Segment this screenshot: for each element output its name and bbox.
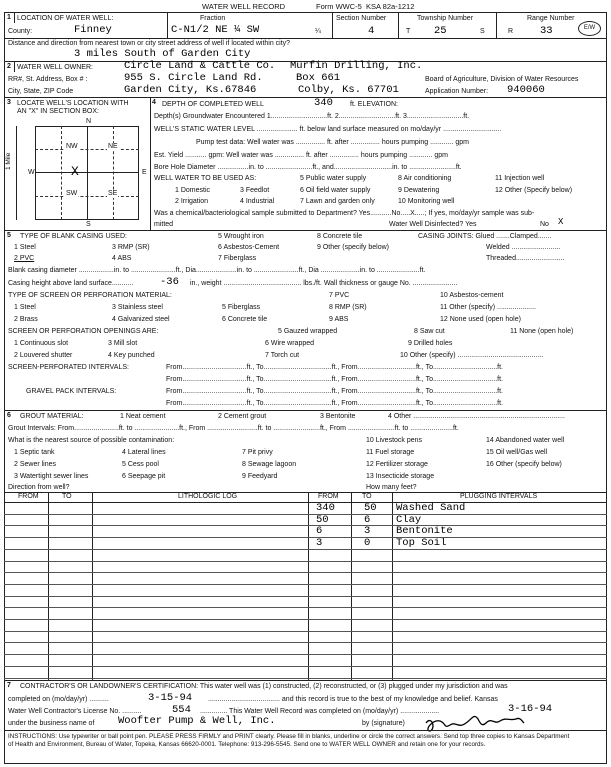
completed-label: completed on (mo/day/yr) ..........	[8, 696, 109, 703]
owner-label: WATER WELL OWNER:	[17, 64, 93, 71]
contam-8: 8 Sewage lagoon	[242, 461, 297, 468]
depth-value: 340	[314, 97, 333, 109]
log-row-line	[4, 619, 607, 620]
opening-7: 7 Torch cut	[265, 352, 300, 359]
sw-label: SW	[66, 190, 78, 197]
use-10: 10 Monitoring well	[398, 198, 455, 205]
log-row-line	[4, 537, 607, 538]
log-row-line	[4, 631, 607, 632]
plug-row-to: 50	[364, 502, 377, 514]
log-header-lithologic: LITHOLOGIC LOG	[178, 493, 238, 500]
county-value: Finney	[74, 24, 112, 36]
contam-15: 15 Oil well/Gas well	[486, 449, 548, 456]
static-line: WELL'S STATIC WATER LEVEL ..................... ft. below land surface measured on mo/day/yr ..............................	[154, 126, 502, 133]
casing-1: 1 Steel	[14, 244, 36, 251]
opening-3: 3 Mill slot	[108, 340, 138, 347]
contam-5: 5 Cess pool	[122, 461, 159, 468]
box-value: Box 661	[296, 72, 341, 84]
use-12: 12 Other (Specify below)	[495, 187, 573, 194]
use-5: 5 Public water supply	[300, 175, 367, 182]
use-4: 4 Industrial	[240, 198, 275, 205]
fraction-quarter: ¼	[315, 28, 321, 35]
log-header-from2: FROM	[318, 493, 339, 500]
range-label: Range Number	[527, 15, 575, 22]
screen-3: 3 Stainless steel	[112, 304, 163, 311]
bore-line: Bore Hole Diameter ................in. to ........................ft., and..............................in. to ........................ft.	[154, 164, 462, 171]
log-row-line	[4, 642, 607, 643]
driller-value: Murfin Drilling, Inc.	[290, 60, 423, 72]
direction-label: Direction from well?	[8, 484, 70, 491]
casing-8: 8 Concrete tile	[317, 233, 363, 240]
contam-14: 14 Abandoned water well	[486, 437, 565, 444]
use-11: 11 Injection well	[495, 175, 545, 182]
true-text: ..................................... and this record is true to the best of my knowledge and belief. Kansas	[208, 696, 498, 703]
casing-5: 5 Wrought iron	[218, 233, 264, 240]
disinfected-no-mark: X	[558, 217, 564, 227]
mile-label: 1 Mile	[5, 152, 12, 170]
township-label: Township Number	[417, 15, 474, 22]
township-t: T	[406, 28, 411, 35]
log-header-to2: TO	[362, 493, 372, 500]
screen-4: 4 Galvanized steel	[112, 316, 170, 323]
form-title: WATER WELL RECORD	[202, 2, 286, 11]
howmany-label: How many feet?	[366, 484, 417, 491]
use-3: 3 Feedlot	[240, 187, 270, 194]
license-value: 554	[172, 704, 191, 716]
screen-interval-2: From.................................ft., To...................................ft., From..............................ft., To.................................ft.	[166, 376, 503, 383]
address-value: 955 S. Circle Land Rd.	[124, 72, 263, 84]
application-label: Application Number:	[425, 88, 489, 95]
section-number-value: 4	[368, 25, 375, 37]
screen-5: 5 Fiberglass	[222, 304, 261, 311]
blank-diameter-line: Blank casing diameter ..................in. to .......................ft., Dia.....................in. to .......................ft., Dia ....................in. to ......................ft.	[8, 267, 426, 274]
casing-6: 6 Asbestos-Cement	[218, 244, 280, 251]
plug-row-description: Washed Sand	[396, 502, 466, 514]
plug-row-to: 3	[364, 525, 371, 538]
log-row-line	[4, 549, 607, 550]
casing-4: 4 ABS	[112, 255, 132, 262]
use-2: 2 Irrigation	[175, 198, 209, 205]
screen-interval-1: From.................................ft., To...................................ft., From..............................ft., To.................................ft.	[166, 364, 503, 371]
est-yield-line: Est. Yield ........... gpm: Well water was ............... ft. after ............... hours pumping ............ gpm	[154, 152, 448, 159]
opening-9: 9 Drilled holes	[408, 340, 453, 347]
plug-row-from: 3	[316, 537, 323, 550]
business-value: Woofter Pump & Well, Inc.	[118, 715, 276, 727]
use-8: 8 Air conditioning	[398, 175, 452, 182]
use-7: 7 Lawn and garden only	[300, 198, 375, 205]
range-r: R	[508, 28, 514, 35]
record-text: .............. This Water Well Record was completed on (mo/day/yr) ....................	[200, 708, 440, 715]
certification-text: CONTRACTOR'S OR LANDOWNER'S CERTIFICATION: This water well was (1) constructed, (2) reconstructed, or (3) plugged under my jurisdiction and was	[20, 683, 508, 690]
distance-label: Distance and direction from nearest town or city street address of well if located within city?	[8, 40, 291, 47]
casing-3: 3 RMP (SR)	[112, 244, 150, 251]
ne-label: NE	[108, 143, 118, 150]
disinfected-label: Water Well Disinfected? Yes	[389, 221, 477, 228]
contam-12: 12 Fertilizer storage	[366, 461, 428, 468]
opening-5: 5 Gauzed wrapped	[278, 328, 338, 335]
contam-16: 16 Other (specify below)	[486, 461, 562, 468]
use-1: 1 Domestic	[175, 187, 211, 194]
use-9: 9 Dewatering	[398, 187, 440, 194]
use-label: WELL WATER TO BE USED AS:	[154, 175, 257, 182]
openings-label: SCREEN OR PERFORATION OPENINGS ARE:	[8, 328, 159, 335]
city2-value: Colby, Ks. 67701	[298, 84, 399, 96]
address-label: RR#, St. Address, Box # :	[8, 76, 88, 83]
city-label: City, State, ZIP Code	[8, 88, 74, 95]
groundwater-line: Depth(s) Groundwater Encountered 1.............................ft. 2.............................ft. 3.............................ft.	[154, 113, 470, 120]
contam-11: 11 Fuel storage	[366, 449, 415, 456]
nw-label: NW	[66, 143, 78, 150]
gravel-interval-1: From.................................ft., To...................................ft., From..............................ft., To.................................ft.	[166, 388, 503, 395]
city-value: Garden City, Ks.67846	[124, 84, 257, 96]
form-ksa: KSA 82a-1212	[366, 2, 415, 11]
pump-test-line: Pump test data: Well water was ............... ft. after ............... hours pumping ............ gpm	[196, 139, 469, 146]
signature-label: by (signature)	[362, 720, 405, 727]
log-row-line	[4, 561, 607, 562]
contam-3: 3 Watertight sewer lines	[14, 473, 89, 480]
section-number-label: Section Number	[336, 15, 387, 22]
screen-6: 6 Concrete tile	[222, 316, 268, 323]
grout-label: GROUT MATERIAL:	[20, 413, 84, 420]
license-label: Water Well Contractor's License No. ..........	[8, 708, 142, 715]
log-row-line	[4, 514, 607, 515]
log-header-plugging: PLUGGING INTERVALS	[460, 493, 538, 500]
gravel-intervals-label: GRAVEL PACK INTERVALS:	[26, 388, 117, 395]
screen-12: 12 None used (open hole)	[440, 316, 521, 323]
instructions-line-1: INSTRUCTIONS: Use typewriter or ball point pen. PLEASE PRESS FIRMLY and PRINT clearly. Please fill in blanks, underline or circle the correct answers. Send top three copies to Kansas Department	[8, 733, 570, 740]
height-rest: in., weight ........................................ lbs./ft. Wall thickness or gauge No. .......................	[190, 280, 458, 287]
opening-1: 1 Continuous slot	[14, 340, 69, 347]
se-label: SE	[108, 190, 118, 197]
grout-3: 3 Bentonite	[320, 413, 356, 420]
screen-2: 2 Brass	[14, 316, 38, 323]
log-row-line	[4, 584, 607, 585]
plug-row-description: Top Soil	[396, 537, 447, 550]
plug-row-from: 340	[316, 502, 335, 514]
contam-6: 6 Seepage pit	[122, 473, 166, 480]
plug-row-from: 50	[316, 513, 329, 526]
screen-11: 11 Other (specify) ....................	[440, 304, 536, 311]
locate-label: LOCATE WELL'S LOCATION WITH	[17, 100, 129, 107]
screen-label: TYPE OF SCREEN OR PERFORATION MATERIAL:	[8, 292, 172, 299]
section-3-number: 3	[7, 99, 11, 106]
log-row-line	[4, 525, 607, 526]
section-7-number: 7	[7, 682, 11, 689]
north-label: N	[86, 118, 92, 125]
log-row-line	[4, 654, 607, 655]
opening-4: 4 Key punched	[108, 352, 155, 359]
well-location-mark: X	[71, 164, 79, 179]
fraction-label: Fraction	[200, 15, 226, 22]
casing-2: 2 PVC	[14, 255, 35, 262]
plug-row-description: Bentonite	[396, 525, 453, 538]
board-label: Board of Agriculture, Division of Water Resources	[425, 76, 579, 83]
plug-row-from: 6	[316, 525, 323, 538]
form-number: Form WWC-5	[316, 2, 362, 11]
log-row-line	[4, 572, 607, 573]
business-label: under the business name of	[8, 720, 95, 727]
opening-2: 2 Louvered shutter	[14, 352, 73, 359]
log-row-line	[4, 678, 607, 679]
grout-4: 4 Other ..............................................................................	[388, 413, 565, 420]
owner-value: Circle Land & Cattle Co.	[124, 60, 276, 72]
opening-8: 8 Saw cut	[414, 328, 445, 335]
grout-2: 2 Cement grout	[218, 413, 267, 420]
opening-10: 10 Other (specify) ............................................	[400, 352, 544, 359]
completed-value: 3-15-94	[148, 692, 193, 704]
section-5-number: 5	[7, 232, 11, 239]
height-value: -36	[160, 276, 179, 288]
elevation-label: ft. ELEVATION:	[350, 101, 398, 108]
casing-7: 7 Fiberglass	[218, 255, 257, 262]
section-6-number: 6	[7, 412, 11, 419]
height-label: Casing height above land surface...........	[8, 280, 134, 287]
log-row-line	[4, 666, 607, 667]
east-label: E	[142, 169, 147, 176]
log-header-to: TO	[62, 493, 72, 500]
contam-1: 1 Septic tank	[14, 449, 55, 456]
casing-label: TYPE OF BLANK CASING USED:	[20, 233, 127, 240]
casing-threaded: Threaded.........................	[486, 255, 565, 262]
section-1-number: 1	[7, 14, 11, 21]
log-row-line	[4, 607, 607, 608]
township-s: S	[480, 28, 485, 35]
plug-row-to: 0	[364, 537, 371, 550]
county-label: County:	[8, 28, 33, 35]
contam-7: 7 Pit privy	[242, 449, 273, 456]
grout-intervals: Grout Intervals: From.......................ft. to .......................ft., From ..........................ft. to ........................ft., From ........................ft. to ......................ft.	[8, 425, 459, 432]
contam-2: 2 Sewer lines	[14, 461, 57, 468]
screen-9: 9 ABS	[329, 316, 349, 323]
screen-1: 1 Steel	[14, 304, 36, 311]
contamination-label: What is the nearest source of possible contamination:	[8, 437, 175, 444]
south-label: S	[86, 221, 91, 228]
log-header-from: FROM	[18, 493, 39, 500]
range-value: 33	[540, 25, 553, 37]
fraction-value: C-N1/2 NE ¼ SW	[171, 24, 260, 36]
section-2-number: 2	[7, 63, 11, 70]
screen-7: 7 PVC	[329, 292, 350, 299]
opening-11: 11 None (open hole)	[510, 328, 574, 335]
use-6: 6 Oil field water supply	[300, 187, 371, 194]
west-label: W	[28, 169, 35, 176]
contam-9: 9 Feedyard	[242, 473, 278, 480]
contam-13: 13 Insecticide storage	[366, 473, 435, 480]
section-4-number: 4	[152, 99, 156, 106]
instructions-line-2: of Health and Environment, Bureau of Water, Topeka, Kansas 66620-0001. Telephone: 913-296-5545. Send one to WATER WELL OWNER and retain one for your records.	[8, 741, 486, 748]
township-value: 25	[434, 25, 447, 37]
locate-label-2: AN "X" IN SECTION BOX:	[17, 108, 99, 115]
screen-8: 8 RMP (SR)	[329, 304, 367, 311]
plug-row-description: Clay	[396, 513, 422, 526]
plug-row-to: 6	[364, 513, 371, 526]
screen-intervals-label: SCREEN-PERFORATED INTERVALS:	[8, 364, 129, 371]
distance-value: 3 miles South of Garden City	[74, 48, 251, 60]
sample-line: Was a chemical/bacteriological sample submitted to Department? Yes...........No.....X.....; If yes, mo/day/yr sample was sub-	[154, 210, 535, 217]
screen-10: 10 Asbestos-cement	[440, 292, 504, 299]
submitted-label: mitted	[154, 221, 174, 228]
casing-welded: Welded .........................	[486, 244, 561, 251]
disinfected-no-label: No	[540, 221, 549, 228]
gravel-interval-2: From.................................ft., To...................................ft., From..............................ft., To.................................ft.	[166, 400, 503, 407]
application-value: 940060	[507, 84, 545, 96]
log-row-line	[4, 596, 607, 597]
grout-1: 1 Neat cement	[120, 413, 166, 420]
casing-9: 9 Other (specify below)	[317, 244, 389, 251]
record-date-value: 3-16-94	[508, 703, 553, 715]
contam-4: 4 Lateral lines	[122, 449, 166, 456]
opening-6: 6 Wire wrapped	[265, 340, 315, 347]
casing-joints: CASING JOINTS: Glued .......Clamped.......	[418, 233, 552, 240]
contam-10: 10 Livestock pens	[366, 437, 423, 444]
range-ew-circled: E/W	[578, 21, 601, 36]
depth-label: DEPTH OF COMPLETED WELL	[162, 101, 264, 108]
location-label: LOCATION OF WATER WELL:	[17, 15, 114, 22]
